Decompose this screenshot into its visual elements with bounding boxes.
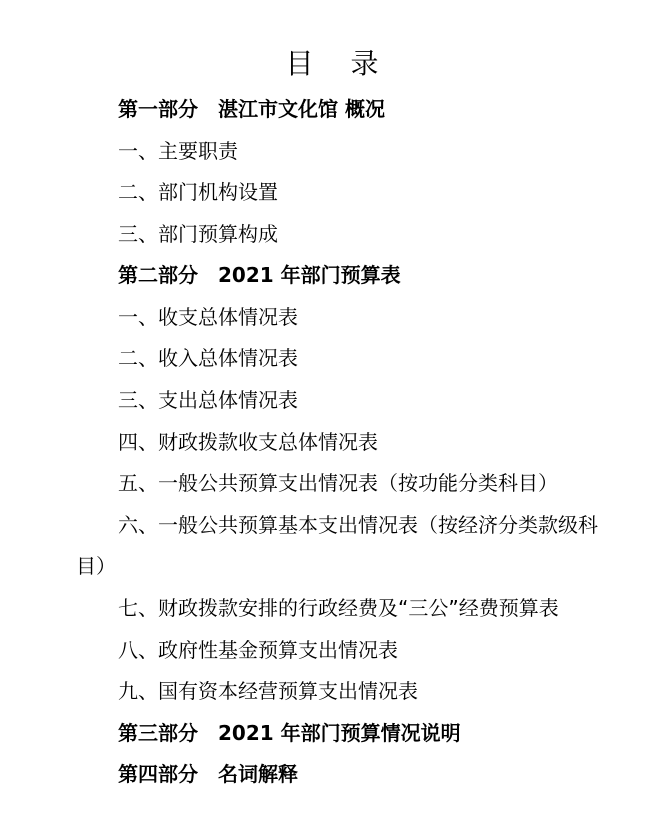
part-label: 第一部分 <box>118 97 198 121</box>
toc-part-3 <box>118 719 461 747</box>
toc-item: 六、一般公共预算基本支出情况表（按经济分类款级科 <box>118 513 598 537</box>
toc-part-2 <box>118 261 401 289</box>
toc-part-4 <box>118 760 298 788</box>
toc-item: 七、财政拨款安排的行政经费及“三公”经费预算表 <box>118 596 559 620</box>
toc-item-continuation: 目） <box>76 554 116 578</box>
toc-item: 一、主要职责 <box>118 139 238 163</box>
toc-part-1 <box>118 95 385 123</box>
toc-item: 四、财政拨款收支总体情况表 <box>118 430 378 454</box>
part-title: 湛江市文化馆 概况 <box>218 97 385 121</box>
part-label: 第三部分 <box>118 721 198 745</box>
part-label: 第二部分 <box>118 263 198 287</box>
toc-item: 三、部门预算构成 <box>118 222 278 246</box>
toc-item: 九、国有资本经营预算支出情况表 <box>118 679 418 703</box>
toc-item: 二、收入总体情况表 <box>118 346 298 370</box>
toc-item: 五、一般公共预算支出情况表（按功能分类科目） <box>118 471 558 495</box>
part-label: 第四部分 <box>118 762 198 786</box>
part-title: 名词解释 <box>218 762 298 786</box>
toc-item: 二、部门机构设置 <box>118 180 278 204</box>
toc-item: 八、政府性基金预算支出情况表 <box>118 638 398 662</box>
part-title: 2021 年部门预算情况说明 <box>218 721 461 745</box>
part-title: 2021 年部门预算表 <box>218 263 401 287</box>
toc-item: 三、支出总体情况表 <box>118 388 298 412</box>
toc-title: 目 录 <box>285 47 393 80</box>
toc-item: 一、收支总体情况表 <box>118 305 298 329</box>
